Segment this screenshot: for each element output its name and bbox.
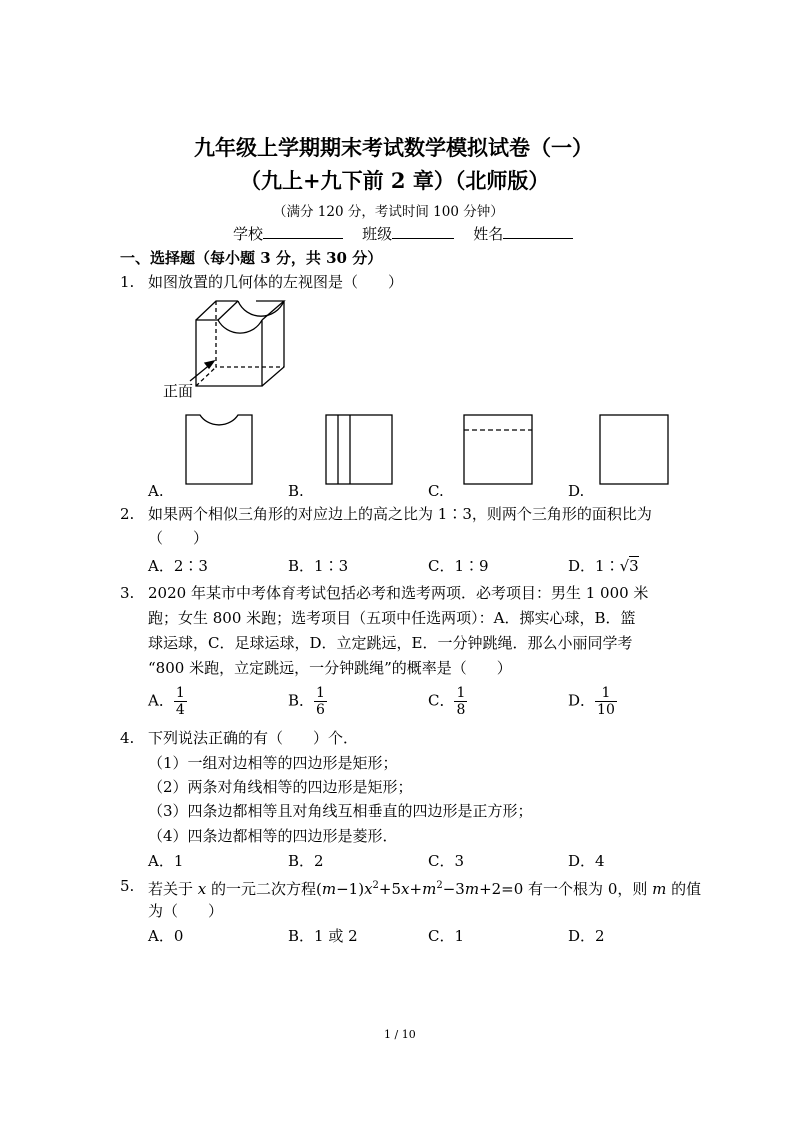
sqrt-sign: √ — [619, 557, 630, 575]
q3-line-1: 2020 年某市中考体育考试包括必考和选考两项．必考项目：男生 1 000 米 — [148, 584, 649, 602]
q2-option-b[interactable]: B．1∶3 — [288, 557, 349, 575]
fraction: $\frac{1}{10}$ — [597, 685, 615, 718]
q3-number: 3. — [120, 584, 135, 602]
q2-text: 如果两个相似三角形的对应边上的高之比为 1∶3，则两个三角形的面积比为 — [148, 505, 652, 523]
q3-line-4: “800 米跑，立定跳远，一分钟跳绳”的概率是（ ） — [148, 659, 512, 677]
q5-text: 若关于 x 的一元二次方程$(m-1)x^2+5x+m^2-3m+2=0$ 有一个根为 0，则 m 的值 — [148, 880, 702, 898]
title-line-2: （九上+九下前 2 章）（北师版） — [240, 168, 550, 193]
q4-item-1: （1）一组对边相等的四边形是矩形； — [148, 754, 398, 772]
section-heading: 一、选择题（每小题 3 分，共 30 分） — [120, 249, 383, 267]
option-c-view — [464, 415, 532, 484]
fraction: $\frac{1}{8}$ — [456, 685, 466, 718]
q2-option-d-radicand: 3 — [629, 557, 639, 575]
q2-option-d[interactable] — [568, 556, 639, 576]
option-a-view — [186, 415, 252, 484]
q3-option-d[interactable] — [568, 685, 617, 718]
q2-option-a[interactable]: A．2∶3 — [148, 557, 208, 575]
q2-option-d-prefix: D．1∶ — [568, 557, 620, 575]
q1-option-d[interactable]: D. — [568, 482, 585, 500]
fraction: $\frac{1}{6}$ — [316, 685, 325, 718]
q1-text: 如图放置的几何体的左视图是（ ） — [148, 273, 404, 291]
q2-option-c[interactable]: C．1∶9 — [428, 557, 489, 575]
q5-text-2: 为（ ） — [148, 902, 224, 920]
q3-line-2: 跑；女生 800 米跑；选考项目（五项中任选两项）：A．掷实心球，B．篮 — [148, 609, 636, 627]
q4-option-c[interactable]: C．3 — [428, 852, 465, 870]
option-label: D． — [568, 691, 596, 710]
q3-line-3: 球运球，C．足球运球，D．立定跳远，E．一分钟跳绳．那么小丽同学考 — [148, 634, 633, 652]
option-label: A． — [148, 691, 174, 710]
q4-item-2: （2）两条对角线相等的四边形是矩形； — [148, 778, 413, 796]
q4-item-4: （4）四条边都相等的四边形是菱形． — [148, 827, 398, 845]
option-label: C． — [428, 691, 455, 710]
fraction: $\frac{1}{4}$ — [175, 685, 185, 718]
option-label: B． — [288, 691, 315, 710]
exam-note: （满分 120 分，考试时间 100 分钟） — [273, 204, 504, 220]
q3-option-c[interactable] — [428, 685, 467, 718]
q2-text-2: （ ） — [148, 529, 209, 547]
q4-option-b[interactable]: B．2 — [288, 852, 324, 870]
q2-number: 2. — [120, 505, 135, 523]
q4-text: 下列说法正确的有（ ）个． — [148, 729, 359, 747]
q4-option-a[interactable]: A．1 — [148, 852, 184, 870]
page-number: 1 / 10 — [384, 1028, 416, 1041]
q5-option-d[interactable]: D．2 — [568, 927, 605, 945]
q1-number: 1. — [120, 273, 135, 291]
q5-option-c[interactable]: C．1 — [428, 927, 465, 945]
q1-option-b[interactable]: B. — [288, 482, 304, 500]
option-d-view — [600, 415, 668, 484]
q1-option-c[interactable]: C. — [428, 482, 444, 500]
option-b-view — [326, 415, 392, 484]
title-line-1: 九年级上学期期末考试数学模拟试卷（一） — [194, 135, 593, 160]
name-label: 姓名 — [473, 225, 504, 243]
q1-option-a[interactable]: A. — [148, 482, 164, 500]
q5-option-b[interactable]: B．1 或 2 — [288, 927, 358, 945]
school-label: 学校 — [233, 225, 264, 243]
q5-option-a[interactable]: A．0 — [148, 927, 184, 945]
class-label: 班级 — [362, 225, 393, 243]
q4-option-d[interactable]: D．4 — [568, 852, 605, 870]
q3-option-a[interactable] — [148, 685, 187, 718]
q4-number: 4. — [120, 729, 135, 747]
front-label: 正面 — [163, 382, 194, 400]
q5-number: 5. — [120, 877, 135, 895]
q3-option-b[interactable] — [288, 685, 327, 718]
q4-item-3: （3）四条边都相等且对角线互相垂直的四边形是正方形； — [148, 802, 533, 820]
